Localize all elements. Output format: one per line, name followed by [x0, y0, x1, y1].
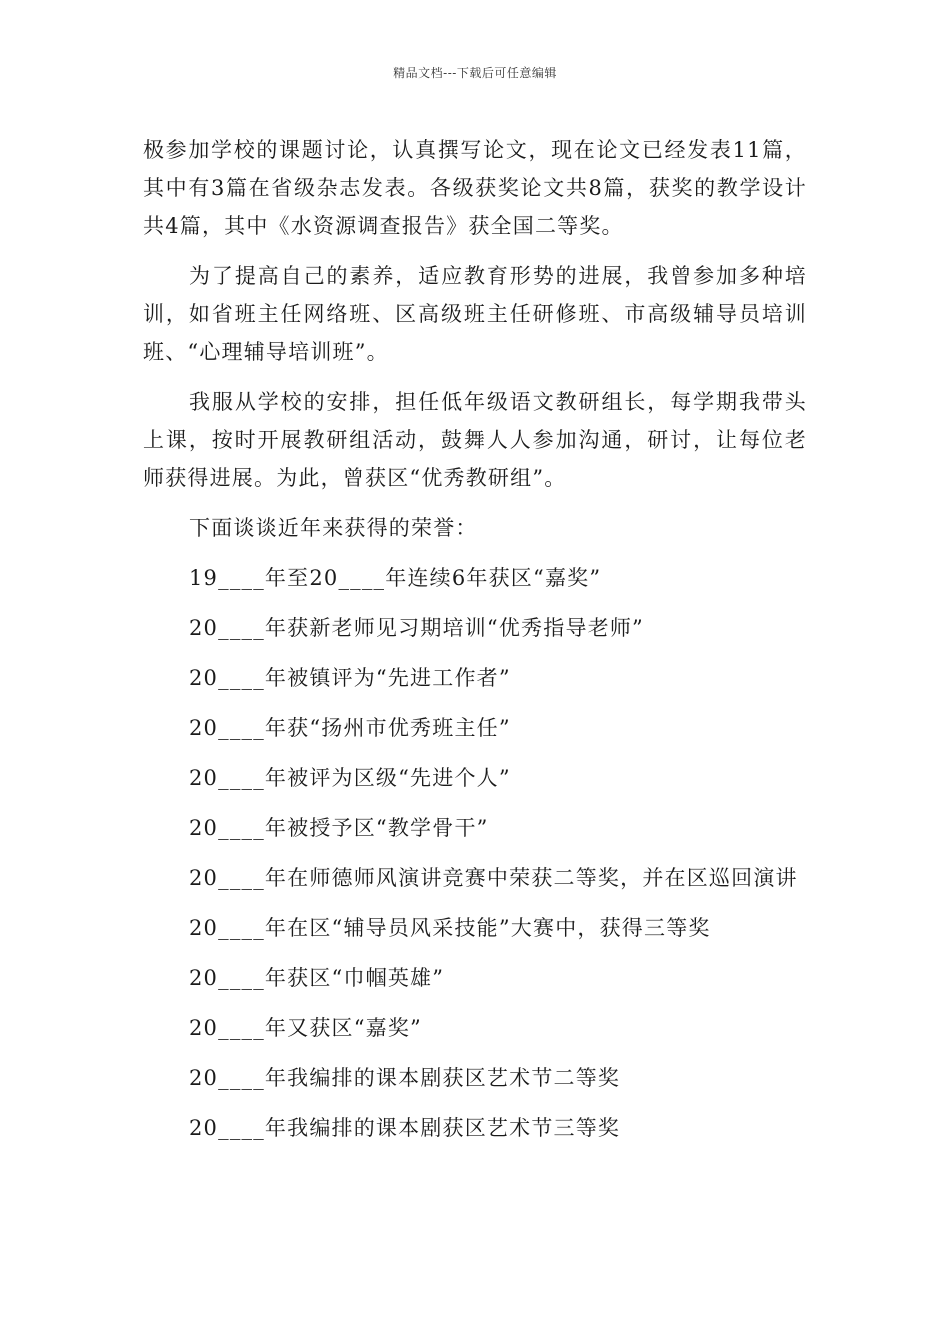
honor-item: 20____年获“扬州市优秀班主任” [189, 716, 511, 740]
paragraph-teaching-group: 我服从学校的安排，担任低年级语文教研组长，每学期我带头上课，按时开展教研组活动，鼓舞人人参加沟通，研讨，让每位老师获得进展。为此，曾获区“优秀教研组”。 [143, 390, 807, 490]
honor-item: 20____年我编排的课本剧获区艺术节三等奖 [189, 1116, 621, 1140]
paragraph-training: 为了提高自己的素养，适应教育形势的进展，我曾参加多种培训，如省班主任网络班、区高级班主任研修班、市高级辅导员培训班、“心理辅导培训班”。 [143, 264, 807, 364]
honor-item: 20____年我编排的课本剧获区艺术节二等奖 [189, 1066, 621, 1090]
honors-list [143, 559, 807, 1147]
honor-item: 20____年获新老师见习期培训“优秀指导老师” [189, 616, 644, 640]
paragraph-papers: 极参加学校的课题讨论，认真撰写论文，现在论文已经发表11篇，其中有3篇在省级杂志发表。各级获奖论文共8篇，获奖的教学设计共4篇，其中《水资源调查报告》获全国二等奖。 [143, 138, 807, 238]
honor-item: 20____年被评为区级“先进个人” [189, 766, 511, 790]
paragraph-honors-intro: 下面谈谈近年来获得的荣誉： [189, 516, 478, 540]
honor-item: 19____年至20____年连续6年获区“嘉奖” [189, 566, 602, 590]
honor-item: 20____年获区“巾帼英雄” [189, 966, 445, 990]
honor-item: 20____年又获区“嘉奖” [189, 1016, 422, 1040]
honor-item: 20____年被镇评为“先进工作者” [189, 666, 511, 690]
document-body [143, 131, 807, 1159]
page-header: 精品文档---下载后可任意编辑 [393, 66, 557, 80]
honor-item: 20____年被授予区“教学骨干” [189, 816, 489, 840]
honor-item: 20____年在区“辅导员风采技能”大赛中，获得三等奖 [189, 916, 711, 940]
honor-item: 20____年在师德师风演讲竞赛中荣获二等奖，并在区巡回演讲 [189, 866, 798, 890]
